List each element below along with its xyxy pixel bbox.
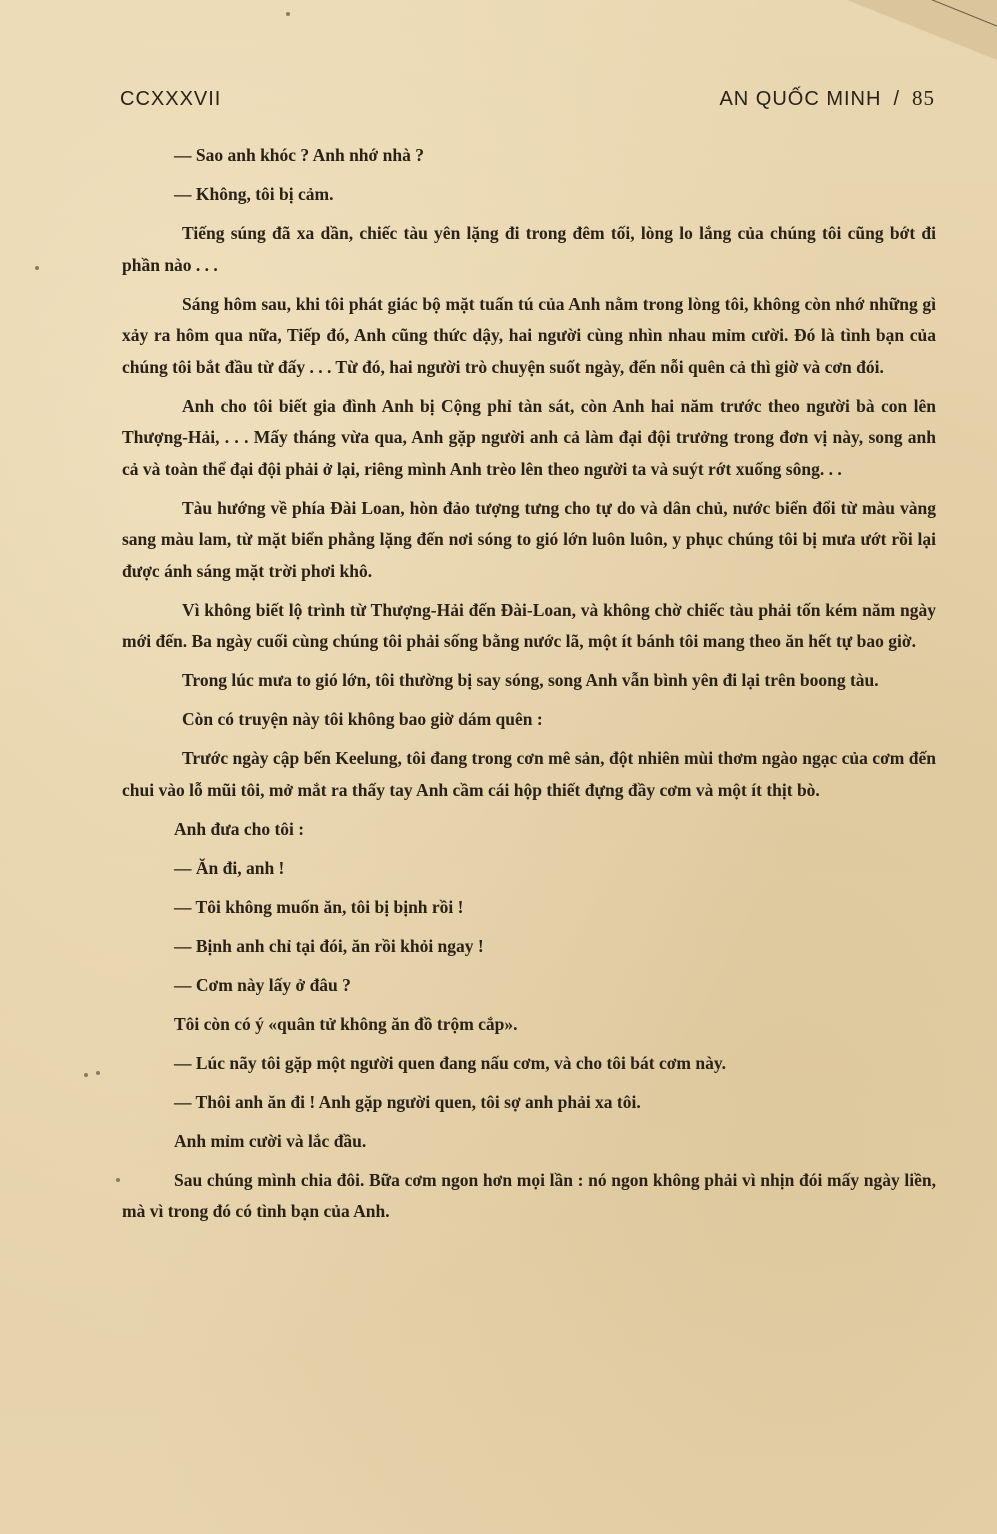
body-text xyxy=(122,140,936,1235)
paragraph: Vì không biết lộ trình từ Thượng-Hải đến Đài-Loan, và không chờ chiếc tàu phải tốn kém năm ngày mới đến. Ba ngày cuối cùng chúng tôi phải sống bằng nước lã, một ít bánh tôi mang theo ăn hết tự bao giờ. xyxy=(122,599,936,651)
chapter-number: CCXXXVII xyxy=(120,88,222,110)
header-right xyxy=(719,86,935,111)
paragraph: Trong lúc mưa to gió lớn, tôi thường bị say sóng, song Anh vẫn bình yên đi lại trên boong tàu. xyxy=(182,670,879,690)
paragraph: — Ăn đi, anh ! xyxy=(174,857,285,878)
paragraph: Sáng hôm sau, khi tôi phát giác bộ mặt tuấn tú của Anh nằm trong lòng tôi, không còn nhớ những gì xảy ra hôm qua nữa, Tiếp đó, Anh cũng thức dậy, hai người cùng nhìn nhau mỉm cười. Đó là tình bạn của chúng tôi bắt đầu từ đấy . . . Từ đó, hai người trò chuyện suốt ngày, đến nỗi quên cả thì giờ và cơn đói. xyxy=(122,293,936,377)
paragraph: — Lúc nãy tôi gặp một người quen đang nấu cơm, và cho tôi bát cơm này. xyxy=(174,1052,727,1073)
ink-speck xyxy=(35,266,39,270)
header-separator: / xyxy=(893,88,900,110)
ink-speck xyxy=(286,12,290,16)
paragraph: — Không, tôi bị cảm. xyxy=(174,184,334,204)
paragraph: Còn có truyện này tôi không bao giờ dám quên : xyxy=(182,709,543,729)
page-corner-fold xyxy=(847,0,997,60)
page-number: 85 xyxy=(912,86,935,110)
running-header xyxy=(120,86,935,120)
paragraph: Anh đưa cho tôi : xyxy=(174,818,305,839)
paragraph: Tiếng súng đã xa dần, chiếc tàu yên lặng đi trong đêm tối, lòng lo lắng của chúng tôi cũng bớt đi phần nào . . . xyxy=(122,223,936,275)
ink-speck xyxy=(116,1178,120,1182)
author-name: AN QUỐC MINH xyxy=(719,88,882,110)
paragraph: — Thôi anh ăn đi ! Anh gặp người quen, tôi sợ anh phải xa tôi. xyxy=(174,1091,641,1112)
ink-speck xyxy=(84,1073,88,1077)
paragraph: — Tôi không muốn ăn, tôi bị bịnh rồi ! xyxy=(174,896,464,917)
paragraph: Anh mỉm cười và lắc đầu. xyxy=(174,1130,367,1151)
paragraph: — Cơm này lấy ở đâu ? xyxy=(174,974,351,995)
paragraph: Trước ngày cập bến Keelung, tôi đang trong cơn mê sản, đột nhiên mùi thơm ngào ngạc của cơm đến chui vào lỗ mũi tôi, mở mắt ra thấy tay Anh cầm cái hộp thiết đựng đầy cơm và một ít thịt bò. xyxy=(122,748,936,800)
paragraph: Tàu hướng về phía Đài Loan, hòn đảo tượng tưng cho tự do và dân chủ, nước biển đổi từ màu vàng sang màu lam, từ mặt biển phẳng lặng đến nơi sóng to gió lớn luôn luôn, y phục chúng tôi bị mưa ướt rồi lại được ánh sáng mặt trời phơi khô. xyxy=(122,497,936,581)
ink-speck xyxy=(96,1071,100,1075)
paragraph: — Bịnh anh chỉ tại đói, ăn rồi khỏi ngay ! xyxy=(174,935,484,956)
paragraph: Tôi còn có ý «quân tử không ăn đồ trộm cắp». xyxy=(174,1013,518,1034)
paragraph: Sau chúng mình chia đôi. Bữa cơm ngon hơn mọi lần : nó ngon không phải vì nhịn đói mấy ngày liền, mà vì trong đó có tình bạn của Anh. xyxy=(122,1169,936,1221)
paragraph: — Sao anh khóc ? Anh nhớ nhà ? xyxy=(174,145,424,165)
paragraph: Anh cho tôi biết gia đình Anh bị Cộng phỉ tàn sát, còn Anh hai năm trước theo người bà con lên Thượng-Hải, . . . Mấy tháng vừa qua, Anh gặp người anh cả làm đại đội trưởng trong đơn vị này, song anh cả và toàn thể đại đội phải ở lại, riêng mình Anh trèo lên theo người ta và suýt rớt xuống sông. . . xyxy=(122,395,936,479)
